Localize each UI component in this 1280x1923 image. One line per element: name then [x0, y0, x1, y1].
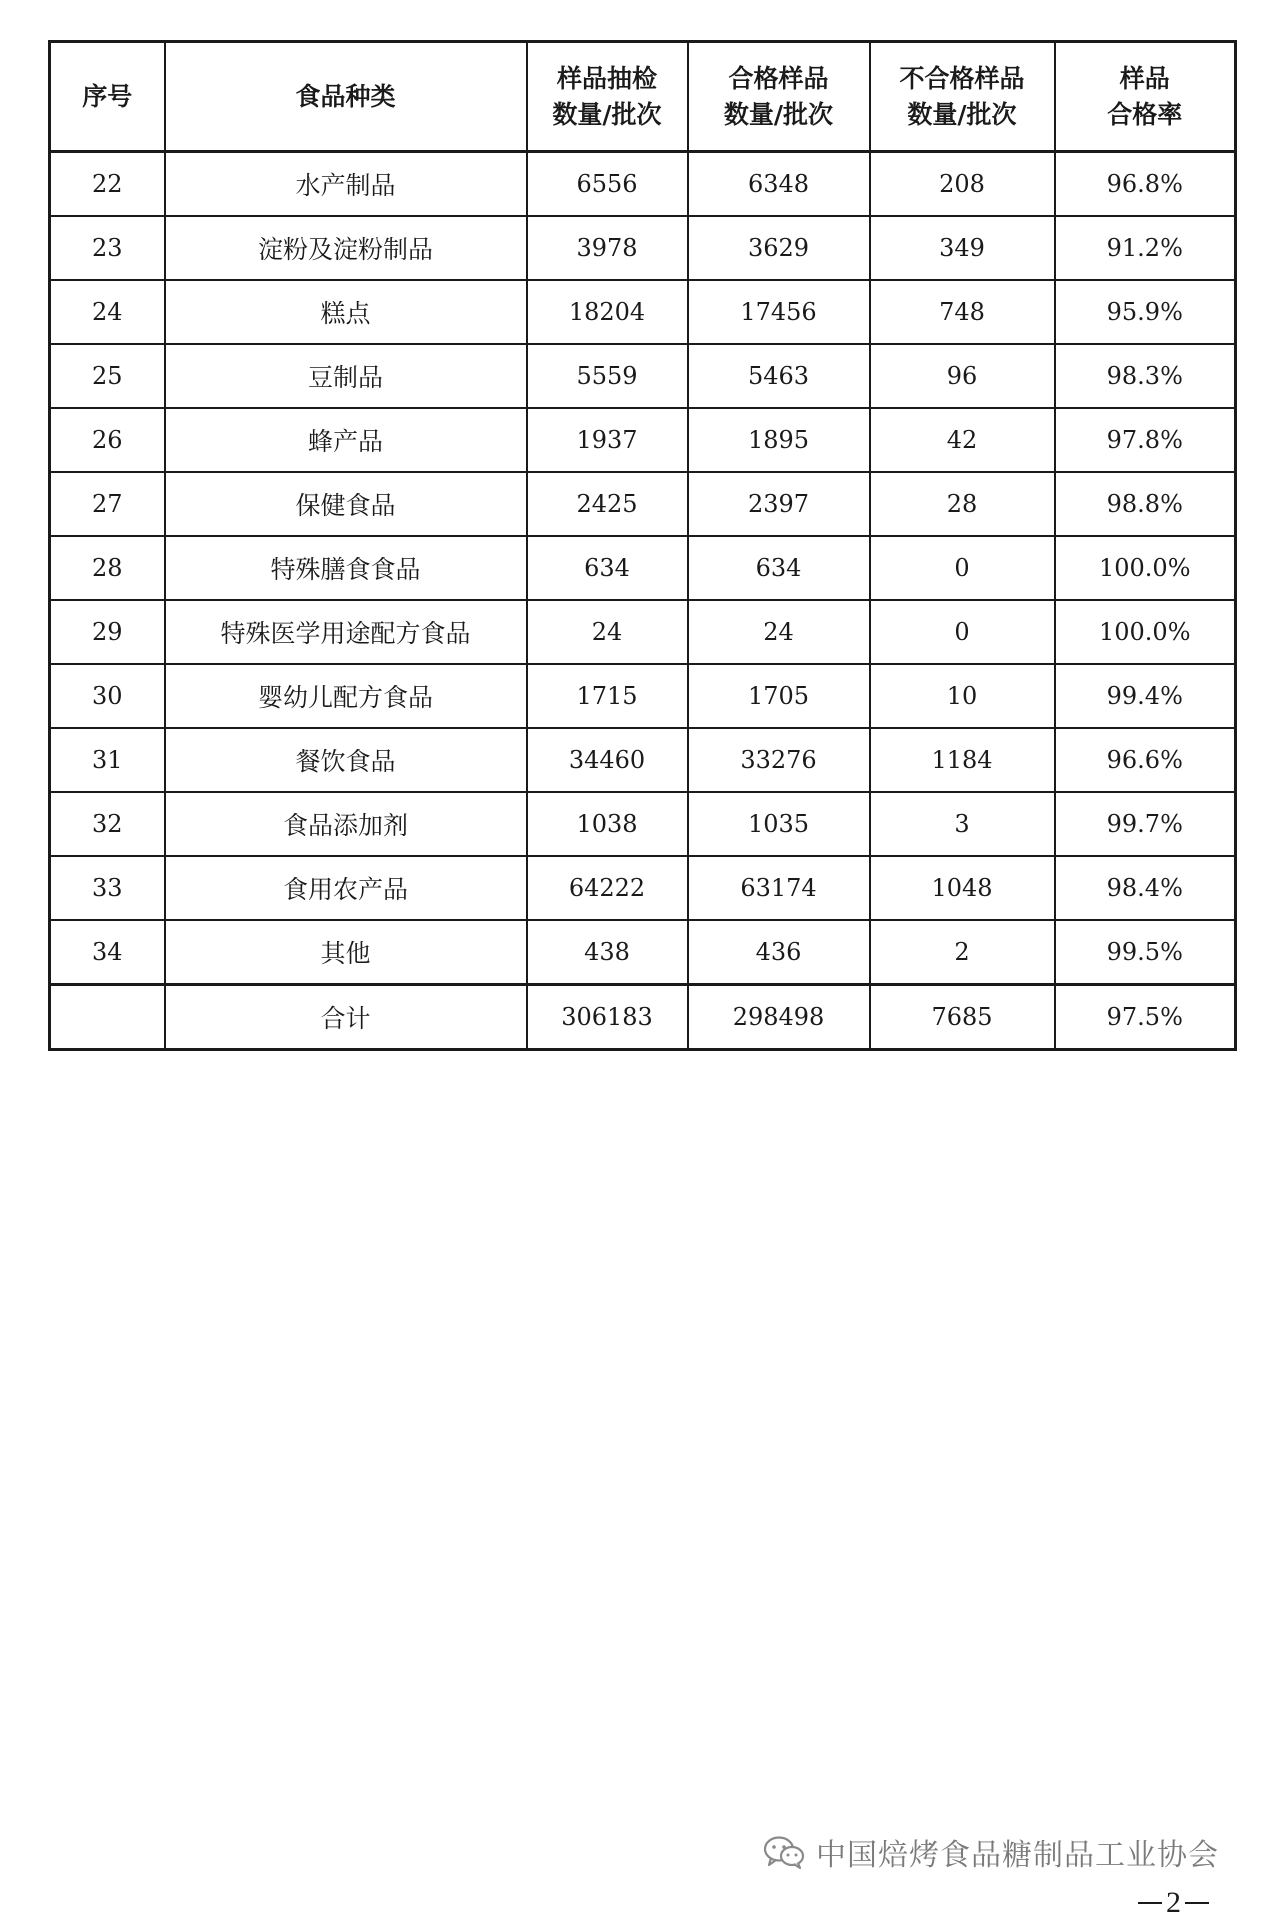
cell-sampled: 24 — [527, 600, 688, 664]
cell-category: 餐饮食品 — [165, 728, 527, 792]
table-row — [50, 216, 1236, 280]
cell-seq: 24 — [50, 280, 165, 344]
header-seq — [50, 42, 165, 152]
cell-unqualified: 42 — [870, 408, 1055, 472]
wechat-icon — [762, 1834, 806, 1870]
table-row — [50, 664, 1236, 728]
cell-rate: 98.8% — [1055, 472, 1236, 536]
cell-unqualified: 7685 — [870, 985, 1055, 1050]
cell-sampled: 306183 — [527, 985, 688, 1050]
table-row — [50, 920, 1236, 985]
cell-sampled: 6556 — [527, 152, 688, 217]
cell-sampled: 5559 — [527, 344, 688, 408]
cell-rate: 91.2% — [1055, 216, 1236, 280]
table-row — [50, 152, 1236, 217]
header-line: 数量/批次 — [552, 99, 662, 129]
cell-sampled: 438 — [527, 920, 688, 985]
cell-unqualified: 748 — [870, 280, 1055, 344]
cell-seq: 31 — [50, 728, 165, 792]
cell-qualified: 24 — [688, 600, 870, 664]
table-row — [50, 472, 1236, 536]
table-header — [50, 42, 1236, 152]
inspection-table — [48, 40, 1237, 1051]
cell-rate: 95.9% — [1055, 280, 1236, 344]
cell-unqualified: 3 — [870, 792, 1055, 856]
header-unqualified — [870, 42, 1055, 152]
cell-seq: 34 — [50, 920, 165, 985]
cell-seq: 30 — [50, 664, 165, 728]
cell-category: 豆制品 — [165, 344, 527, 408]
cell-unqualified: 208 — [870, 152, 1055, 217]
table-row — [50, 856, 1236, 920]
cell-category: 食用农产品 — [165, 856, 527, 920]
cell-unqualified: 96 — [870, 344, 1055, 408]
table-body — [50, 152, 1236, 1050]
cell-rate: 97.5% — [1055, 985, 1236, 1050]
page-number — [1138, 1886, 1209, 1920]
cell-qualified: 17456 — [688, 280, 870, 344]
cell-rate: 99.7% — [1055, 792, 1236, 856]
cell-seq: 32 — [50, 792, 165, 856]
cell-qualified: 1705 — [688, 664, 870, 728]
table-row — [50, 600, 1236, 664]
cell-category: 特殊医学用途配方食品 — [165, 600, 527, 664]
cell-sampled: 18204 — [527, 280, 688, 344]
cell-category: 特殊膳食食品 — [165, 536, 527, 600]
cell-unqualified: 0 — [870, 600, 1055, 664]
cell-rate: 99.4% — [1055, 664, 1236, 728]
header-line: 不合格样品 — [899, 63, 1025, 93]
header-line: 样品 — [1119, 63, 1170, 93]
header-qualified — [688, 42, 870, 152]
cell-unqualified: 10 — [870, 664, 1055, 728]
header-line: 样品抽检 — [556, 63, 657, 93]
cell-seq: 25 — [50, 344, 165, 408]
cell-category: 食品添加剂 — [165, 792, 527, 856]
table-row — [50, 280, 1236, 344]
cell-rate: 98.3% — [1055, 344, 1236, 408]
cell-qualified: 1895 — [688, 408, 870, 472]
header-row — [50, 42, 1236, 152]
watermark — [762, 1832, 1219, 1872]
header-line: 数量/批次 — [907, 99, 1017, 129]
cell-seq: 26 — [50, 408, 165, 472]
cell-category: 淀粉及淀粉制品 — [165, 216, 527, 280]
cell-rate: 96.6% — [1055, 728, 1236, 792]
cell-qualified: 436 — [688, 920, 870, 985]
cell-rate: 100.0% — [1055, 600, 1236, 664]
cell-qualified: 6348 — [688, 152, 870, 217]
page-number-dash — [1185, 1902, 1209, 1904]
cell-unqualified: 0 — [870, 536, 1055, 600]
header-rate — [1055, 42, 1236, 152]
cell-unqualified: 1184 — [870, 728, 1055, 792]
cell-seq: 29 — [50, 600, 165, 664]
cell-category: 其他 — [165, 920, 527, 985]
page-number-dash — [1138, 1902, 1162, 1904]
cell-seq: 23 — [50, 216, 165, 280]
cell-sampled: 1715 — [527, 664, 688, 728]
cell-category: 保健食品 — [165, 472, 527, 536]
cell-qualified: 2397 — [688, 472, 870, 536]
cell-sampled: 1038 — [527, 792, 688, 856]
cell-sampled: 64222 — [527, 856, 688, 920]
cell-rate: 98.4% — [1055, 856, 1236, 920]
cell-qualified: 1035 — [688, 792, 870, 856]
cell-category: 蜂产品 — [165, 408, 527, 472]
cell-qualified: 63174 — [688, 856, 870, 920]
cell-sampled: 34460 — [527, 728, 688, 792]
cell-seq: 27 — [50, 472, 165, 536]
header-category — [165, 42, 527, 152]
cell-unqualified: 349 — [870, 216, 1055, 280]
cell-seq — [50, 985, 165, 1050]
cell-seq: 22 — [50, 152, 165, 217]
header-line: 合格样品 — [728, 63, 829, 93]
table-row — [50, 344, 1236, 408]
header-sampled — [527, 42, 688, 152]
cell-category: 婴幼儿配方食品 — [165, 664, 527, 728]
cell-rate: 99.5% — [1055, 920, 1236, 985]
header-line: 数量/批次 — [723, 99, 834, 129]
watermark-text: 中国焙烤食品糖制品工业协会 — [816, 1838, 1219, 1873]
table-row — [50, 536, 1236, 600]
cell-qualified: 3629 — [688, 216, 870, 280]
cell-sampled: 1937 — [527, 408, 688, 472]
header-line: 合格率 — [1107, 99, 1183, 129]
cell-qualified: 634 — [688, 536, 870, 600]
header-line: 食品种类 — [295, 81, 396, 111]
table-row — [50, 408, 1236, 472]
cell-rate: 96.8% — [1055, 152, 1236, 217]
table-row — [50, 728, 1236, 792]
cell-unqualified: 2 — [870, 920, 1055, 985]
cell-category: 水产制品 — [165, 152, 527, 217]
cell-unqualified: 1048 — [870, 856, 1055, 920]
cell-sampled: 3978 — [527, 216, 688, 280]
cell-qualified: 33276 — [688, 728, 870, 792]
header-line: 序号 — [82, 81, 133, 111]
table-row — [50, 792, 1236, 856]
page-number-value: 2 — [1166, 1886, 1181, 1919]
cell-category: 糕点 — [165, 280, 527, 344]
cell-qualified: 298498 — [688, 985, 870, 1050]
cell-rate: 97.8% — [1055, 408, 1236, 472]
cell-category: 合计 — [165, 985, 527, 1050]
cell-seq: 33 — [50, 856, 165, 920]
cell-unqualified: 28 — [870, 472, 1055, 536]
cell-qualified: 5463 — [688, 344, 870, 408]
table-total-row — [50, 985, 1236, 1050]
cell-seq: 28 — [50, 536, 165, 600]
cell-sampled: 2425 — [527, 472, 688, 536]
cell-rate: 100.0% — [1055, 536, 1236, 600]
cell-sampled: 634 — [527, 536, 688, 600]
